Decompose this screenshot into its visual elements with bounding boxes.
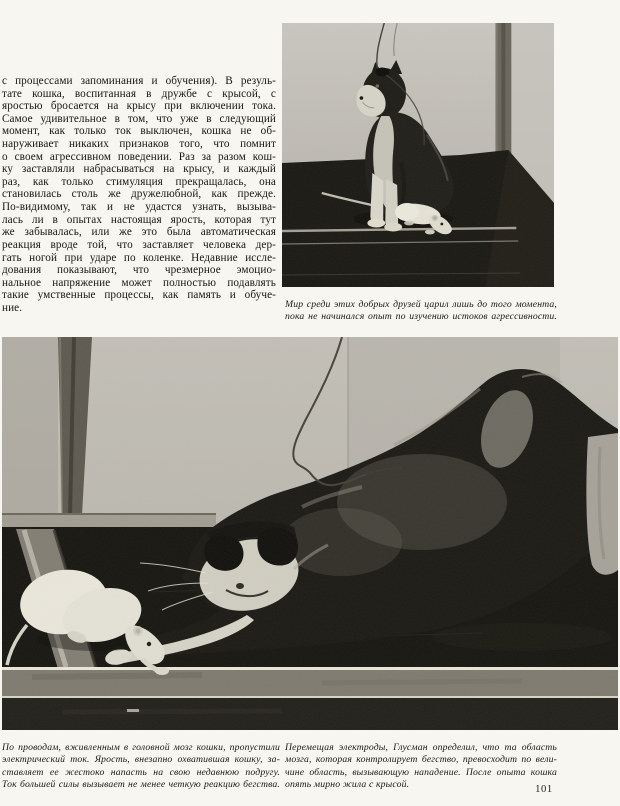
article-line: ние. — [2, 301, 23, 314]
caption-line: Мир среди этих добрых друзей царил лишь до того момента, — [285, 299, 557, 310]
caption-bottom-right — [285, 742, 557, 792]
article-line: момент, как только ток выключен, кошка не об- — [2, 125, 276, 138]
caption-line: электрический ток. Ярость, внезапно охватившая кошку, за- — [2, 754, 280, 766]
article-line: дования показывают, что чрезмерное эмоцио- — [2, 264, 276, 277]
article-line: раз, как только стимуляция прекращалась, она — [2, 175, 276, 188]
article-line: становилась столь же дружелюбной, как прежде. — [2, 188, 276, 201]
article-line: Самое удивительное в том, что уже в следующий — [2, 112, 276, 125]
article-line: о своем агрессивном поведении. Раз за разом кош- — [2, 150, 276, 163]
photo-cat-attacking-rat — [2, 337, 618, 730]
article-line: такие умственные процессы, как память и обуче- — [2, 289, 276, 302]
article-line: ку заставляли набрасываться на крысу, и каждый — [2, 163, 276, 176]
photo-grain — [282, 23, 554, 287]
caption-line: По проводам, вживленным в головной мозг кошки, пропустили — [2, 742, 280, 753]
caption-line: чине область, вызывающую нападение. После опыта кошка — [285, 766, 557, 778]
caption-line: ставляет ее жестоко напасть на свою недавнюю подругу. — [2, 766, 280, 778]
caption-line: пока не начинался опыт по изучению истоков агрессивности. — [285, 311, 557, 323]
caption-line: опять мирно жила с крысой. — [285, 779, 410, 791]
article-line: гать ногой при ударе по коленке. Недавние иссле- — [2, 251, 276, 264]
page-number: 101 — [535, 784, 553, 795]
article-text — [2, 75, 276, 315]
article-line: же забывалась, или же это была автоматическая — [2, 226, 276, 239]
caption-bottom-left — [2, 742, 280, 792]
article-line: реакция вроде той, что заставляет человека дер- — [2, 238, 276, 251]
photo-cat-attacking-rat-illustration — [2, 337, 618, 730]
article-line: лась ли в опытах настоящая ярость, которая тут — [2, 213, 276, 226]
article-line: наруживает никаких признаков того, что помнит — [2, 138, 276, 151]
caption-top-photo — [285, 299, 557, 324]
photo-cat-and-rat-friends — [282, 23, 554, 287]
caption-line: Ток большей силы вызывает не менее четкую реакцию бегства. — [2, 779, 280, 791]
article-line: яростью бросается на крысу при включении тока. — [2, 100, 276, 113]
article-line: с процессами запоминания и обучения). В резуль- — [2, 75, 276, 87]
photo-cat-and-rat-friends-illustration — [282, 23, 554, 287]
article-line: По-видимому, так и не удастся узнать, вызыва- — [2, 201, 276, 214]
caption-line: мозга, которая контролирует бегство, превосходит по вели- — [285, 754, 557, 766]
article-line: нальное напряжение может полностью подавлять — [2, 276, 276, 289]
caption-line: Перемещая электроды, Глусман определил, что та область — [285, 742, 557, 753]
article-line: тате кошка, воспитанная в дружбе с крысой, с — [2, 87, 276, 100]
photo-grain — [2, 337, 618, 730]
